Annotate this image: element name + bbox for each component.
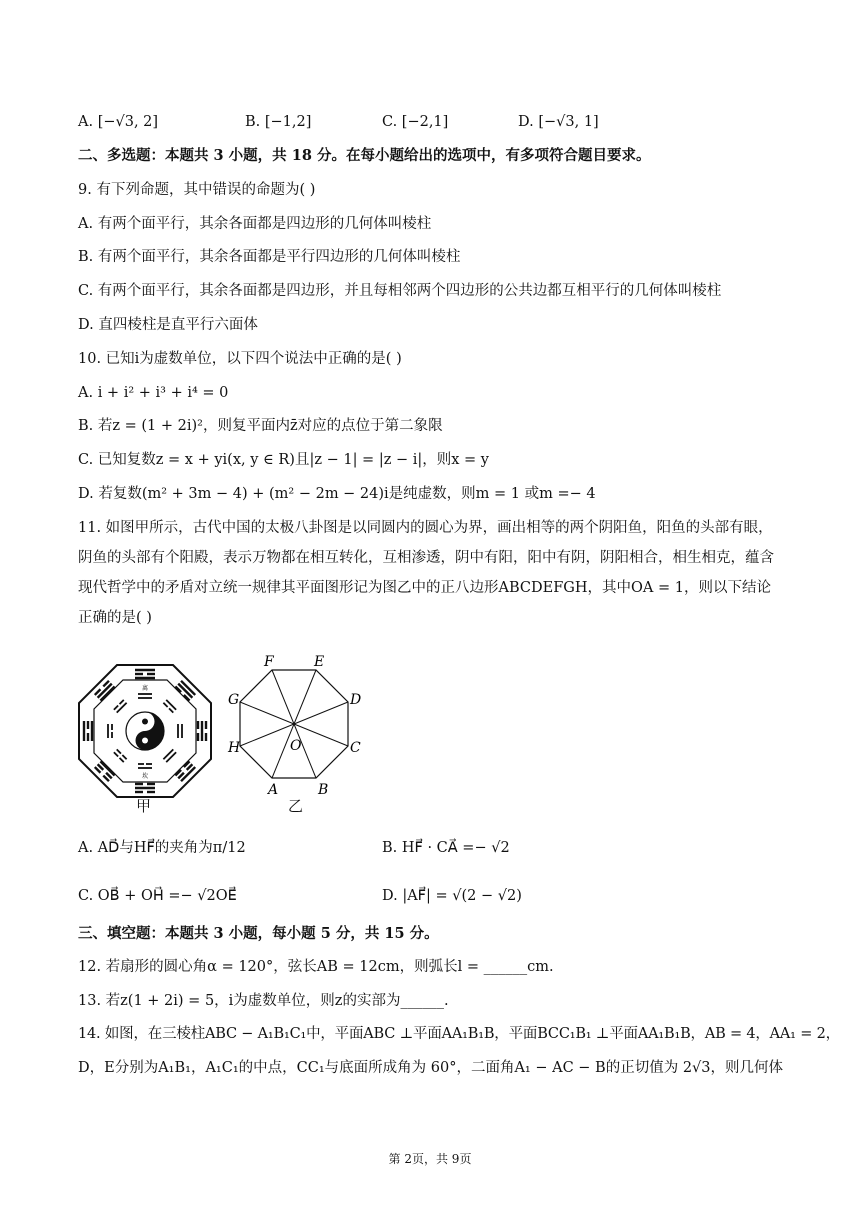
- q9-option-b: B. 有两个面平行，其余各面都是平行四边形的几何体叫棱柱: [78, 249, 461, 265]
- octagon-vertex-label-f: F: [264, 654, 274, 670]
- q10-option-d: D. 若复数(m² + 3m − 4) + (m² − 2m − 24)i是纯虚数，则m = 1 或m =− 4: [78, 486, 596, 502]
- q11-option-c: C. OB⃗ + OH⃗ =− √2OE⃗: [78, 888, 237, 904]
- q13-text: 13. 若z(1 + 2i) = 5，i为虚数单位，则z的实部为______.: [78, 993, 449, 1009]
- octagon-vertex-label-d: D: [350, 692, 362, 708]
- q11-option-a: A. AD⃗与HF⃗的夹角为π/12: [78, 840, 246, 856]
- section2-heading: 二、多选题：本题共 3 小题，共 18 分。在每小题给出的选项中，有多项符合题目要求。: [78, 147, 651, 164]
- page-footer: 第 2页，共 9页: [388, 1152, 472, 1166]
- q9-option-d: D. 直四棱柱是直平行六面体: [78, 317, 258, 333]
- octagon-vertex-label-e: E: [314, 654, 325, 670]
- q9-option-a: A. 有两个面平行，其余各面都是四边形的几何体叫棱柱: [78, 216, 432, 232]
- q14-line1: 14. 如图，在三棱柱ABC − A₁B₁C₁中，平面ABC ⊥平面AA₁B₁B，平面BCC₁B₁ ⊥平面AA₁B₁B，AB = 4，AA₁ = 2，: [78, 1026, 840, 1042]
- q11-option-b: B. HF⃗ · CA⃗ =− √2: [382, 840, 510, 856]
- figure-1-label: 甲: [136, 797, 152, 815]
- octagon-center-label: O: [290, 738, 302, 754]
- q12-text: 12. 若扇形的圆心角α = 120°，弦长AB = 12cm，则弧长l = ______cm.: [78, 959, 554, 975]
- octagon-vertex-label-c: C: [350, 740, 361, 756]
- q10-stem: 10. 已知i为虚数单位，以下四个说法中正确的是( ): [78, 351, 402, 367]
- q14-line2: D，E分别为A₁B₁，A₁C₁的中点，CC₁与底面所成角为 60°，二面角A₁ − AC − B的正切值为 2√3，则几何体: [78, 1060, 784, 1076]
- octagon-vertex-label-h: H: [228, 740, 241, 756]
- octagon-vertex-label-a: A: [268, 782, 279, 798]
- bagua-top-char: 离: [141, 685, 149, 692]
- q10-option-b: B. 若z = (1 + 2i)²，则复平面内z̄对应的点位于第二象限: [78, 418, 443, 434]
- q8-option-d: D. [−√3, 1]: [518, 114, 599, 130]
- q9-stem: 9. 有下列命题，其中错误的命题为( ): [78, 182, 316, 198]
- q8-option-b: B. [−1,2]: [245, 114, 312, 130]
- q8-option-c: C. [−2,1]: [382, 114, 449, 130]
- taiji-bagua-figure: [78, 664, 212, 798]
- section3-heading: 三、填空题：本题共 3 小题，每小题 5 分，共 15 分。: [78, 925, 439, 942]
- q11-option-d: D. |AF⃗| = √(2 − √2): [382, 888, 522, 904]
- q8-option-a: A. [−√3, 2]: [78, 114, 159, 130]
- octagon-vertex-label-b: B: [318, 782, 329, 798]
- q10-option-c: C. 已知复数z = x + yi(x, y ∈ R)且|z − 1| = |z − i|，则x = y: [78, 452, 489, 468]
- figure-2-label: 乙: [288, 797, 304, 815]
- q9-option-c: C. 有两个面平行，其余各面都是四边形，并且每相邻两个四边形的公共边都互相平行的几何体叫棱柱: [78, 283, 722, 299]
- bagua-bottom-char: 坎: [141, 773, 149, 780]
- octagon-figure: [222, 652, 372, 812]
- q11-stem: 11. 如图甲所示，古代中国的太极八卦图是以同圆内的圆心为界，画出相等的两个阴阳鱼，阳鱼的头部有眼，阴鱼的头部有个阳殿，表示万物都在相互转化，互相渗透，阴中有阳，阳中有阴，阴阳相合，相生相克，蕴含现代哲学中的矛盾对立统一规律其平面图形记为图乙中的正八边形ABCDEFGH，其中OA = 1，则以下结论正确的是( ): [78, 520, 774, 626]
- octagon-vertex-label-g: G: [228, 692, 240, 708]
- q10-option-a: A. i + i² + i³ + i⁴ = 0: [78, 385, 229, 401]
